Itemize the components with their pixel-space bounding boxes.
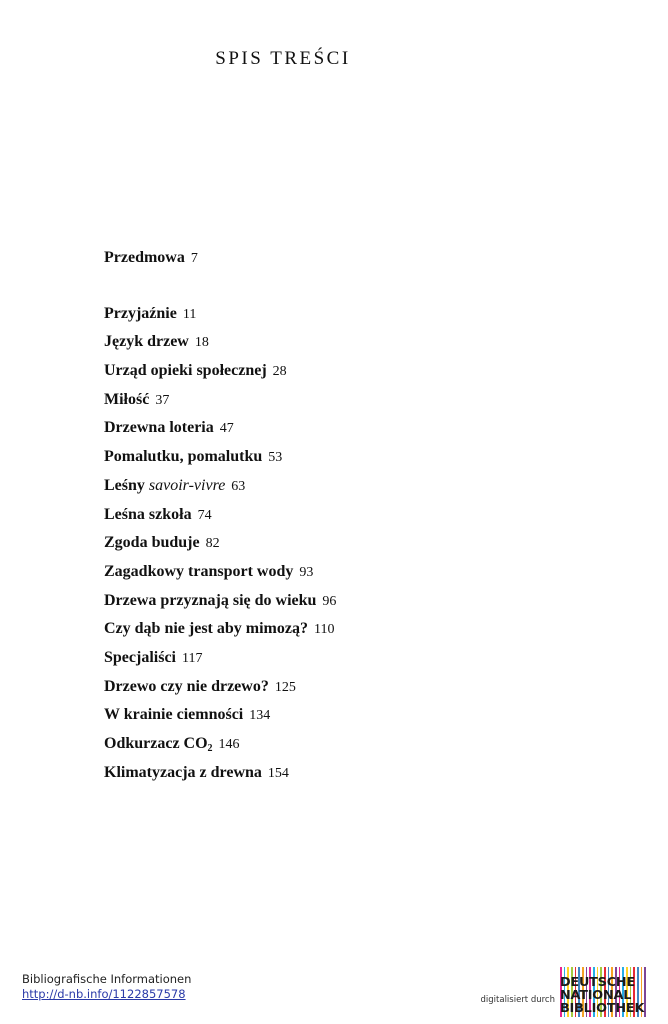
toc-entry <box>104 730 336 759</box>
toc-entry-page: 53 <box>268 450 283 466</box>
toc-entry-page: 82 <box>205 536 220 552</box>
toc-entry-page: 18 <box>194 335 209 351</box>
toc-entry <box>104 701 336 730</box>
toc-entry-page: 125 <box>274 679 296 695</box>
toc-entry-title: Drzewna loteria <box>104 419 214 437</box>
digitized-by-label: digitalisiert durch <box>480 995 555 1005</box>
toc-entry-title: Leśna szkoła <box>104 505 192 523</box>
toc-entry <box>104 759 336 788</box>
toc-entry-page: 37 <box>155 392 170 408</box>
page-title: SPIS TREŚCI <box>215 48 351 69</box>
toc-entry-page: 28 <box>272 364 287 380</box>
toc-entry-page: 96 <box>322 593 337 609</box>
dnb-logo-line: DEUTSCHE <box>560 975 635 990</box>
toc-entry-page: 134 <box>249 708 271 724</box>
toc-entry <box>104 472 336 501</box>
toc-entry-title: W krainie ciemności <box>104 706 244 724</box>
toc-entry-subscript: 2 <box>207 743 213 754</box>
toc-entry <box>104 443 336 472</box>
dnb-record-link[interactable]: http://d-nb.info/1122857578 <box>22 987 186 1001</box>
toc-entry-title: Specjaliści <box>104 648 176 666</box>
toc-entry <box>104 558 336 587</box>
toc-entry-page: 74 <box>197 507 212 523</box>
toc-entry <box>104 414 336 443</box>
toc-entry-page: 63 <box>231 478 246 494</box>
toc-entry <box>104 501 336 530</box>
dnb-logo-line: NATIONAL <box>560 988 632 1003</box>
table-of-contents <box>104 244 336 787</box>
dnb-badge <box>481 967 646 1017</box>
bibliographic-info-label: Bibliografische Informationen <box>22 972 192 986</box>
toc-entry <box>104 673 336 702</box>
toc-entry <box>104 244 336 273</box>
toc-entry <box>104 644 336 673</box>
toc-entry-title: Urząd opieki społecznej <box>104 362 267 380</box>
toc-entry-title <box>104 477 225 494</box>
toc-entry-page: 47 <box>219 421 234 437</box>
toc-entry-page: 146 <box>218 737 240 752</box>
toc-entry-title-text: Odkurzacz CO <box>104 735 208 752</box>
toc-entry-title: Klimatyzacja z drewna <box>104 763 262 781</box>
toc-entry-title: Przyjaźnie <box>104 304 177 322</box>
toc-entry-title: Pomalutku, pomalutku <box>104 448 263 466</box>
toc-entry <box>104 328 336 357</box>
toc-entry <box>104 357 336 386</box>
dnb-logo-stripe <box>644 967 646 1017</box>
toc-entry-title: Miłość <box>104 390 150 408</box>
toc-entry <box>104 300 336 329</box>
toc-entry-title <box>104 735 213 752</box>
toc-entry <box>104 529 336 558</box>
toc-entry-page: 7 <box>190 251 198 266</box>
dnb-logo <box>560 967 646 1017</box>
toc-entry <box>104 587 336 616</box>
dnb-logo-text <box>560 976 644 1015</box>
toc-entry-title: Czy dąb nie jest aby mimozą? <box>104 620 308 638</box>
dnb-logo-line: BIBLIOTHEK <box>560 1001 645 1016</box>
toc-entry-title: Drzewo czy nie drzewo? <box>104 677 269 695</box>
toc-entry-page: 117 <box>182 650 203 666</box>
toc-entry-page: 110 <box>313 622 335 638</box>
toc-entry-title: Przedmowa <box>104 249 185 266</box>
toc-entry-title: Zagadkowy transport wody <box>104 562 294 580</box>
toc-entry-page: 11 <box>182 306 197 322</box>
toc-entry-title: Drzewa przyznają się do wieku <box>104 591 317 609</box>
toc-entry-page: 93 <box>299 564 314 580</box>
toc-entry <box>104 386 336 415</box>
toc-entry-title-italic: savoir-vivre <box>148 476 226 494</box>
toc-entry-page: 154 <box>267 765 289 781</box>
toc-entry-title: Zgoda buduje <box>104 534 200 552</box>
bibliographic-info <box>22 972 191 1002</box>
toc-entry-title: Język drzew <box>104 333 189 351</box>
toc-entry-title-text: Leśny <box>104 476 145 494</box>
toc-entry <box>104 615 336 644</box>
